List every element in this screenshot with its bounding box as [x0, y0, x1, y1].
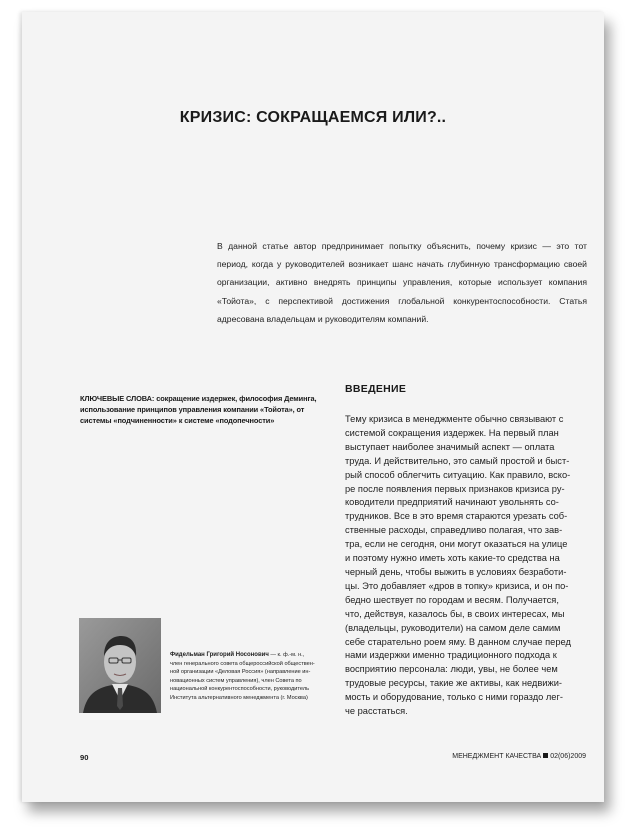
body-line: трудников. Все в это время стараются урезать соб- [345, 511, 568, 522]
keywords-label: КЛЮЧЕВЫЕ СЛОВА: [80, 394, 155, 403]
author-bio-line: ной организации «Деловая Россия» (направление ин- [170, 669, 311, 676]
body-line: че расстаться. [345, 706, 408, 717]
author-name: Фидельман Григорий Носонович [170, 652, 269, 658]
article-lead: В данной статье автор предпринимает попытку объяснить, почему кризис — это тот период, когда у руководителей возникает шанс начать глубинную трансформацию своей организации, активно внедрять принципы управления, которые использует компания «Тойота», с перспективой достижения глобальной конкурентоспособности. Статья адресована владельцам и руководителям компаний. [217, 241, 587, 324]
author-portrait-image [79, 618, 161, 713]
body-line: Тему кризиса в менеджменте обычно связывают с [345, 414, 564, 424]
body-line: бедно шествует по городам и весям. Получается, [345, 594, 559, 605]
magazine-name: МЕНЕДЖМЕНТ КАЧЕСТВА [452, 753, 542, 760]
article-body [345, 413, 588, 719]
body-line: себе старательно роем яму. В данном случае перед [345, 636, 571, 647]
author-bio-line: национальной конкурентоспособности, руководитель [170, 686, 310, 693]
magazine-page [22, 12, 604, 802]
body-line: выступает наиболее значимый аспект — оплата [345, 441, 555, 452]
author-bio-line: Института альтернативного менеджмента (г. Москва) [170, 694, 308, 701]
body-line: ководители предприятий начинают увольнять со- [345, 497, 559, 508]
body-line: (владельцы, руководители) на самом деле самим [345, 622, 561, 633]
keywords-block [80, 393, 330, 426]
body-line: что, действуя, казалось бы, в своих интересах, мы [345, 608, 565, 619]
page-number: 90 [80, 753, 89, 762]
author-bio [170, 651, 342, 703]
section-heading: ВВЕДЕНИЕ [345, 383, 407, 395]
body-line: труда. И действительно, это самый простой и быст- [345, 455, 570, 466]
body-line: тра, если не сегодня, они могут оказаться на улице [345, 539, 568, 550]
author-bio-line: член генерального совета общероссийской обществен- [170, 660, 315, 667]
body-line: ре после появления первых признаков кризиса ру- [345, 483, 565, 494]
author-bio-line: новационных систем управления), член Совета по [170, 677, 302, 684]
body-line: и поэтому нужно иметь хоть какие-то средства на [345, 553, 560, 564]
body-line: цы. Это добавляет «дров в топку» кризиса, и он по- [345, 580, 569, 591]
issue-number: 02(06)2009 [550, 753, 586, 760]
body-line: черный день, чтобы выжить в условиях безработи- [345, 566, 567, 577]
body-line: восприятию персонала: люди, увы, не более чем [345, 664, 558, 675]
author-bio-line: — к. ф.-м. н., [270, 652, 305, 658]
body-line: рый способ облегчить ситуацию. Как правило, вско- [345, 469, 571, 480]
body-line: системой сокращения издержек. На первый план [345, 427, 559, 438]
body-line: мость и оборудование, только с ними гораздо лег- [345, 692, 563, 703]
author-photo [79, 618, 161, 713]
body-line: ственные расходы, справедливо полагая, что зав- [345, 525, 563, 536]
keywords-text: сокращение издержек, философия Деминга, использование принципов управления компании «Тойота», от системы «подчиненности» к системе «подопечности» [80, 394, 317, 425]
body-line: нами издержки именно традиционного подхода к [345, 650, 557, 661]
article-title: КРИЗИС: СОКРАЩАЕМСЯ ИЛИ?.. [179, 109, 447, 126]
body-line: трудовые ресурсы, такие же активы, как недвижи- [345, 678, 562, 689]
magazine-footer [452, 753, 586, 760]
square-bullet-icon [543, 753, 548, 758]
